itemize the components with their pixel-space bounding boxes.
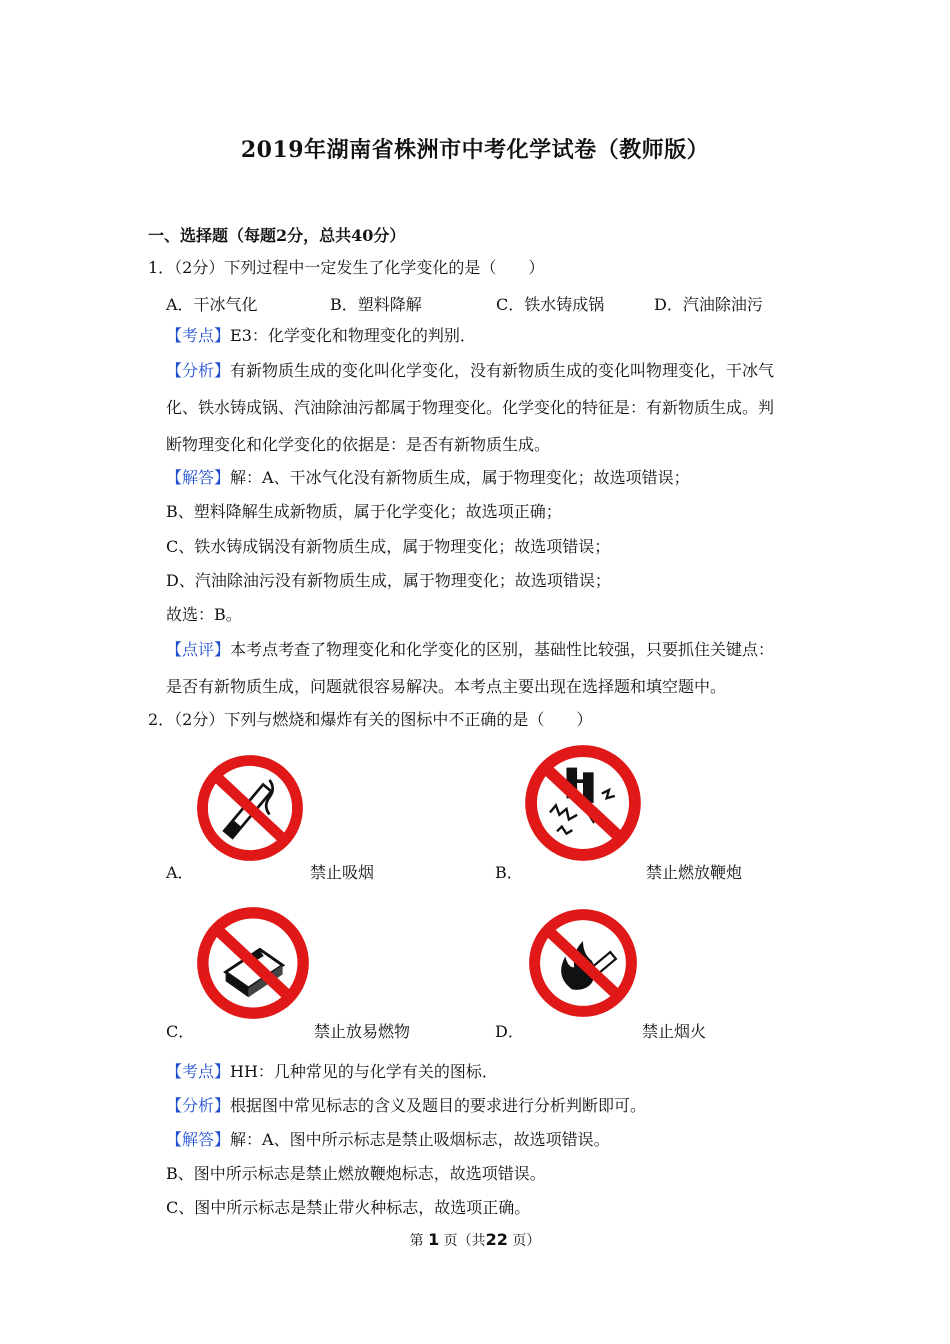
question-2-fenxi	[166, 1096, 646, 1116]
question-1-jieda-line-3: C、铁水铸成锅没有新物质生成，属于物理变化；故选项错误；	[166, 537, 611, 556]
question-2-option-c-caption: 禁止放易燃物	[314, 1022, 411, 1041]
section-heading: 一、选择题（每题2分，总共40分）	[148, 226, 406, 245]
question-1-fenxi	[166, 361, 774, 381]
document-title: 2019年湖南省株洲市中考化学试卷（教师版）	[240, 137, 710, 163]
question-1-stem: 1．（2分）下列过程中一定发生了化学变化的是（ ）	[148, 258, 545, 277]
dianping-tag: 【点评】	[166, 640, 231, 659]
question-1-jieda-line-2: B、塑料降解生成新物质，属于化学变化；故选项正确；	[166, 502, 562, 521]
no-smoking-icon	[196, 754, 304, 862]
question-1-option-a: A．干冰气化	[166, 295, 258, 314]
kaodian-text: HH：几种常见的与化学有关的图标．	[230, 1062, 498, 1081]
kaodian-text: E3：化学变化和物理变化的判别．	[230, 326, 476, 345]
question-2-option-b-caption: 禁止燃放鞭炮	[646, 863, 743, 882]
fenxi-text: 根据图中常见标志的含义及题目的要求进行分析判断即可。	[230, 1096, 647, 1115]
footer-post: 页）	[512, 1233, 541, 1249]
question-2-kaodian	[166, 1062, 498, 1082]
jieda-tag: 【解答】	[166, 468, 231, 487]
question-1-jieda-line-5: 故选：B。	[166, 605, 242, 624]
question-1-option-c: C．铁水铸成锅	[496, 295, 605, 314]
question-2-stem: 2．（2分）下列与燃烧和爆炸有关的图标中不正确的是（ ）	[148, 710, 593, 729]
question-1-fenxi-line-2: 化、铁水铸成锅、汽油除油污都属于物理变化。化学变化的特征是：有新物质生成。判	[166, 398, 775, 417]
question-2-option-c-letter: C．	[166, 1022, 195, 1041]
page-footer	[0, 1230, 950, 1250]
jieda-text-1: 解：A、图中所示标志是禁止吸烟标志，故选项错误。	[230, 1130, 610, 1149]
question-2-option-a-letter: A．	[166, 863, 194, 882]
dianping-text-1: 本考点考查了物理变化和化学变化的区别，基础性比较强，只要抓住关键点：	[230, 640, 775, 659]
no-fire-icon	[528, 908, 638, 1018]
jieda-tag: 【解答】	[166, 1130, 231, 1149]
question-2-option-a-caption: 禁止吸烟	[310, 863, 375, 882]
kaodian-tag: 【考点】	[166, 326, 231, 345]
question-1-kaodian	[166, 326, 476, 346]
question-1-jieda-line-4: D、汽油除油污没有新物质生成，属于物理变化；故选项错误；	[166, 571, 611, 590]
question-2-jieda	[166, 1130, 610, 1150]
question-2-option-b-letter: B．	[495, 863, 523, 882]
question-2-jieda-line-3: C、图中所示标志是禁止带火种标志，故选项正确。	[166, 1198, 531, 1217]
question-1-dianping-line-2: 是否有新物质生成，问题就很容易解决。本考点主要出现在选择题和填空题中。	[166, 677, 727, 696]
footer-pre: 第	[409, 1233, 424, 1249]
question-1-option-d: D．汽油除油污	[654, 295, 763, 314]
question-1-fenxi-line-3: 断物理变化和化学变化的依据是：是否有新物质生成。	[166, 435, 551, 454]
fenxi-tag: 【分析】	[166, 1096, 231, 1115]
footer-total-pages: 22	[485, 1230, 508, 1249]
footer-page-number: 1	[428, 1230, 440, 1249]
fenxi-tag: 【分析】	[166, 361, 231, 380]
question-1-option-b: B．塑料降解	[330, 295, 422, 314]
question-1-jieda	[166, 468, 690, 488]
question-2-option-d-letter: D．	[495, 1022, 524, 1041]
question-2-jieda-line-2: B、图中所示标志是禁止燃放鞭炮标志，故选项错误。	[166, 1164, 546, 1183]
no-firecrackers-icon	[524, 744, 642, 862]
kaodian-tag: 【考点】	[166, 1062, 231, 1081]
fenxi-text-1: 有新物质生成的变化叫化学变化，没有新物质生成的变化叫物理变化，干冰气	[230, 361, 775, 380]
question-1-dianping	[166, 640, 774, 660]
no-flammables-icon	[196, 906, 310, 1020]
question-2-option-d-caption: 禁止烟火	[642, 1022, 707, 1041]
jieda-text-1: 解：A、干冰气化没有新物质生成，属于物理变化；故选项错误；	[230, 468, 690, 487]
footer-mid: 页（共	[443, 1233, 486, 1249]
